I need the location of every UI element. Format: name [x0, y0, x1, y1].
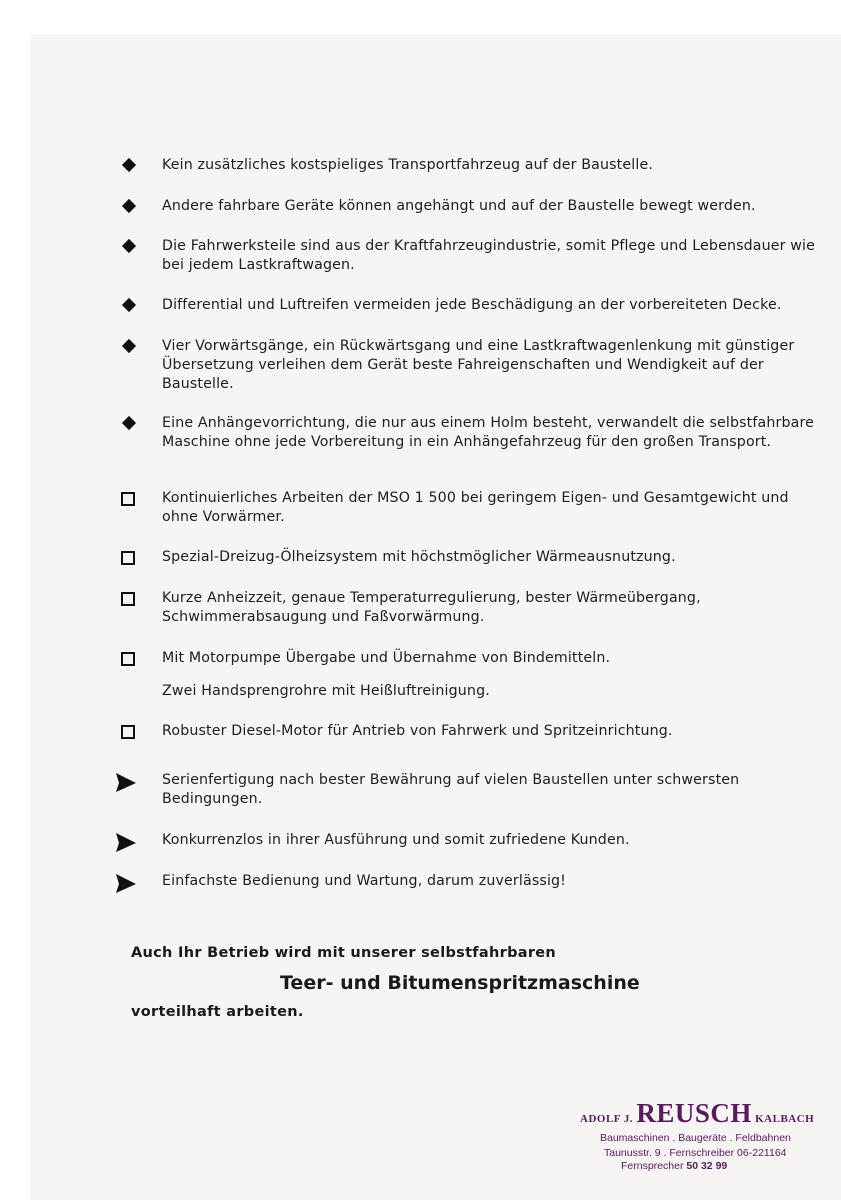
closing-line-1: Auch Ihr Betrieb wird mit unserer selbstfahrbaren — [131, 945, 557, 961]
triangle-bullet-icon — [122, 834, 140, 848]
triangle-bullet-icon — [122, 875, 140, 889]
document-page — [30, 34, 841, 1200]
list-item-text: Differential und Luftreifen vermeiden jede Beschädigung an der vorbereiteten Decke. — [162, 297, 782, 313]
diamond-bullet-icon — [122, 159, 140, 173]
list-item-text: Mit Motorpumpe Übergabe und Übernahme von Bindemitteln. — [162, 650, 611, 666]
list-item-text: Vier Vorwärtsgänge, ein Rückwärtsgang und eine Lastkraftwagenlenkung mit günstiger Übersetzung verleihen dem Gerät beste Fahreigenschaften und Wendigkeit auf der Baustelle. — [162, 338, 795, 392]
stamp-phone — [621, 1160, 830, 1172]
diamond-bullet-icon — [122, 240, 140, 254]
list-item-text: Kontinuierliches Arbeiten der MSO 1 500 bei geringem Eigen- und Gesamtgewicht und ohne Vorwärmer. — [162, 490, 789, 525]
stamp-phone-number: 50 32 99 — [686, 1160, 728, 1172]
list-item-text: Serienfertigung nach bester Bewährung auf vielen Baustellen unter schwersten Bedingungen. — [162, 772, 740, 807]
stamp-location: KALBACH — [755, 1113, 815, 1125]
triangle-bullet-icon — [122, 774, 140, 788]
diamond-bullet-icon — [122, 200, 140, 214]
list-item-text: Konkurrenzlos in ihrer Ausführung und somit zufriedene Kunden. — [162, 832, 630, 848]
list-item-text: Die Fahrwerksteile sind aus der Kraftfahrzeugindustrie, somit Pflege und Lebensdauer wie bei jedem Lastkraftwagen. — [162, 238, 816, 273]
diamond-bullet-icon — [122, 417, 140, 431]
list-item-text: Andere fahrbare Geräte können angehängt und auf der Baustelle bewegt werden. — [162, 198, 756, 214]
square-bullet-icon — [122, 725, 140, 739]
stamp-prefix: ADOLF J. — [580, 1113, 634, 1125]
square-bullet-icon — [122, 592, 140, 606]
stamp-company-name: REUSCH — [636, 1098, 752, 1128]
list-item-text: Kein zusätzliches kostspieliges Transportfahrzeug auf der Baustelle. — [162, 157, 653, 173]
list-item-text: Robuster Diesel-Motor für Antrieb von Fahrwerk und Spritzeinrichtung. — [162, 723, 673, 739]
product-name-heading: Teer- und Bitumenspritzmaschine — [280, 972, 640, 994]
stamp-company-line — [580, 1098, 830, 1129]
list-item-text: Eine Anhängevorrichtung, die nur aus einem Holm besteht, verwandelt die selbstfahrbare Maschine ohne jede Vorbereitung in ein Anhängefahrzeug für den großen Transport. — [162, 415, 815, 450]
closing-line-3: vorteilhaft arbeiten. — [131, 1004, 304, 1020]
stamp-phone-label: Fernsprecher — [621, 1160, 684, 1172]
stamp-address: Taunusstr. 9 . Fernschreiber 06-221164 — [604, 1147, 787, 1159]
square-bullet-icon — [122, 492, 140, 506]
diamond-bullet-icon — [122, 340, 140, 354]
square-bullet-icon — [122, 551, 140, 565]
diamond-bullet-icon — [122, 299, 140, 313]
stamp-services: Baumaschinen . Baugeräte . Feldbahnen — [600, 1132, 791, 1144]
dealer-stamp — [580, 1098, 830, 1172]
list-item-text: Spezial-Dreizug-Ölheizsystem mit höchstmöglicher Wärmeausnutzung. — [162, 549, 676, 565]
list-item-text: Einfachste Bedienung und Wartung, darum zuverlässig! — [162, 873, 567, 889]
square-bullet-icon — [122, 652, 140, 666]
list-item-text: Kurze Anheizzeit, genaue Temperaturregulierung, bester Wärmeübergang, Schwimmerabsaugung und Faßvorwärmung. — [162, 590, 701, 625]
list-item-text: Zwei Handsprengrohre mit Heißluftreinigung. — [162, 683, 490, 699]
